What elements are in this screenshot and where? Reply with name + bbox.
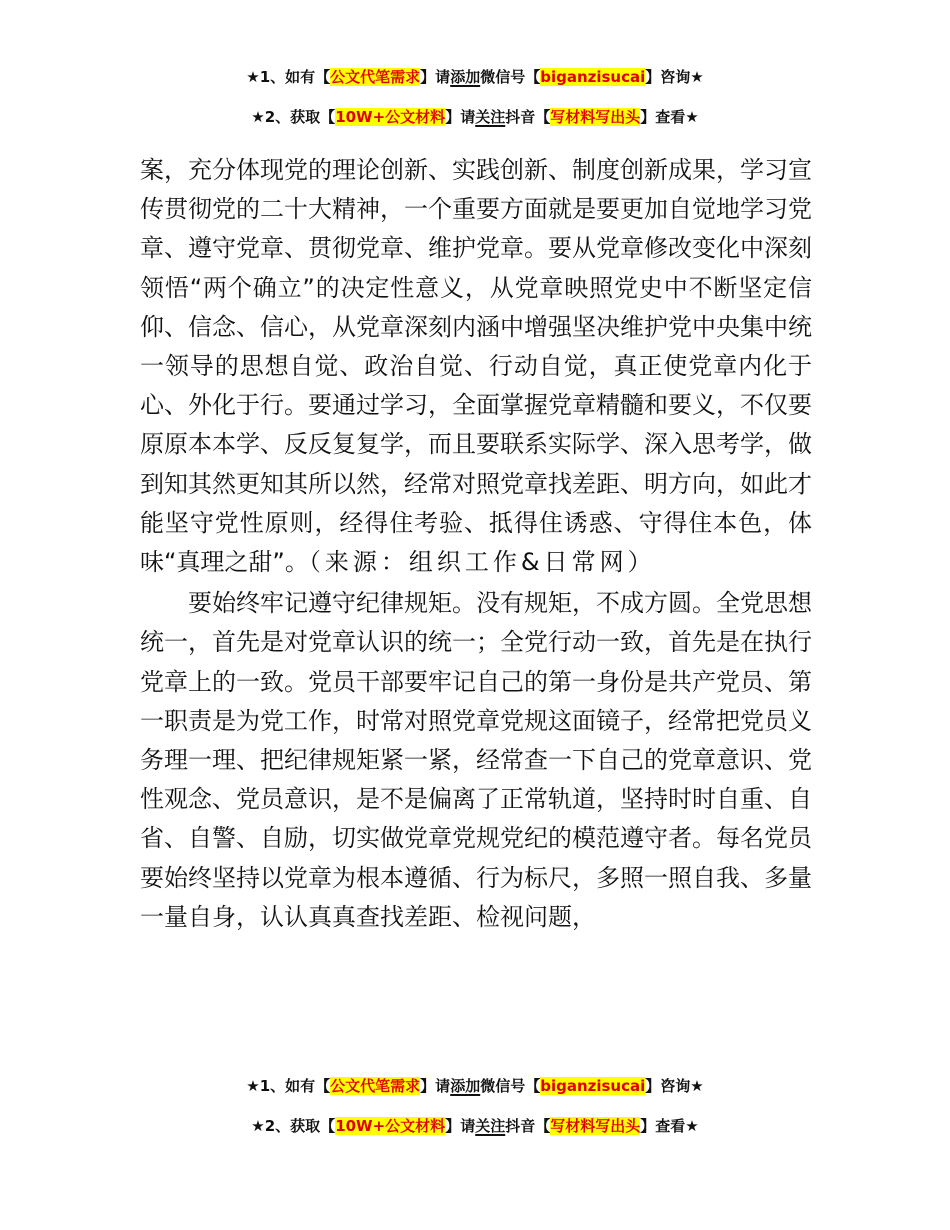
body-paragraph-1 [140,151,812,582]
footer-promo-suffix: 】咨询★ [645,1077,704,1095]
body-paragraph-2: 要始终牢记遵守纪律规矩。没有规矩，不成方圆。全党思想统一，首先是对党章认识的统一；全党行动一致，首先是在执行党章上的一致。党员干部要牢记自己的第一身份是共产党员、第一职责是为党工作，时常对照党章党规这面镜子，经常把党员义务理一理、把纪律规矩紧一紧，经常查一下自己的党章意识、党性观念、党员意识，是不是偏离了正常轨道，坚持时时自重、自省、自警、自励，切实做党章党规党纪的模范遵守者。每名党员要始终坚持以党章为根本遵循、行为标尺，多照一照自我、多量一量自身，认认真真查找差距、检视问题， [140,589,812,931]
header-promo-text: 】请 [445,108,476,126]
header-promo-text: 】请 [420,68,451,86]
footer-promo-text: 抖音【 [505,1117,551,1135]
footer-promo-text: 】请 [445,1117,476,1135]
header-promo-highlight-service: 公文代笔需求 [330,68,421,86]
footer-promo-highlight-materials: 10W+公文材料 [335,1117,446,1135]
footer-promo-underlined: 添加 [450,1077,481,1095]
header-promo-line-1 [0,66,950,88]
footer-promo-highlight-wechat-id: biganzisucai [540,1077,646,1095]
footer-promo-highlight-douyin: 写材料写出头 [550,1117,641,1135]
header-promo-highlight-materials: 10W+公文材料 [335,108,446,126]
footer-promo-line-1 [0,1075,950,1097]
header-promo-highlight-wechat-id: biganzisucai [540,68,646,86]
header-promo-prefix: ★1、如有【 [246,68,331,86]
footer-promo-text: 微信号【 [480,1077,541,1095]
header-promo-underlined: 关注 [475,108,506,126]
header-promo-text: 抖音【 [505,108,551,126]
header-promo-prefix: ★2、获取【 [251,108,336,126]
footer-promo-prefix: ★2、获取【 [251,1117,336,1135]
footer-promo-highlight-service: 公文代笔需求 [330,1077,421,1095]
header-promo-suffix: 】查看★ [640,108,699,126]
footer-promo-underlined: 关注 [475,1117,506,1135]
document-body [140,151,812,937]
footer-promo-suffix: 】查看★ [640,1117,699,1135]
paragraph-text: 案，充分体现党的理论创新、实践创新、制度创新成果，学习宣传贯彻党的二十大精神，一个重要方面就是要更加自觉地学习党章、遵守党章、贯彻党章、维护党章。要从党章修改变化中深刻领悟“两个确立”的决定性意义，从党章映照党史中不断坚定信仰、信念、信心，从党章深刻内涵中增强坚决维护党中央集中统一领导的思想自觉、政治自觉、行动自觉，真正使党章内化于心、外化于行。要通过学习，全面掌握党章精髓和要义，不仅要原原本本学、反反复复学，而且要联系实际学、深入思考学，做到知其然更知其所以然，经常对照党章找差距、明方向，如此才能坚守党性原则，经得住考验、抵得住诱惑、守得住本色，体味“真理之甜”。 [140,156,812,577]
header-promo-highlight-douyin: 写材料写出头 [550,108,641,126]
footer-promo-line-2 [0,1115,950,1137]
footer-promo-text: 】请 [420,1077,451,1095]
source-note: （来源：组织工作&日常网） [308,548,656,577]
header-promo-underlined: 添加 [450,68,481,86]
header-promo-suffix: 】咨询★ [645,68,704,86]
header-promo-text: 微信号【 [480,68,541,86]
header-promo-line-2 [0,106,950,128]
footer-promo-prefix: ★1、如有【 [246,1077,331,1095]
